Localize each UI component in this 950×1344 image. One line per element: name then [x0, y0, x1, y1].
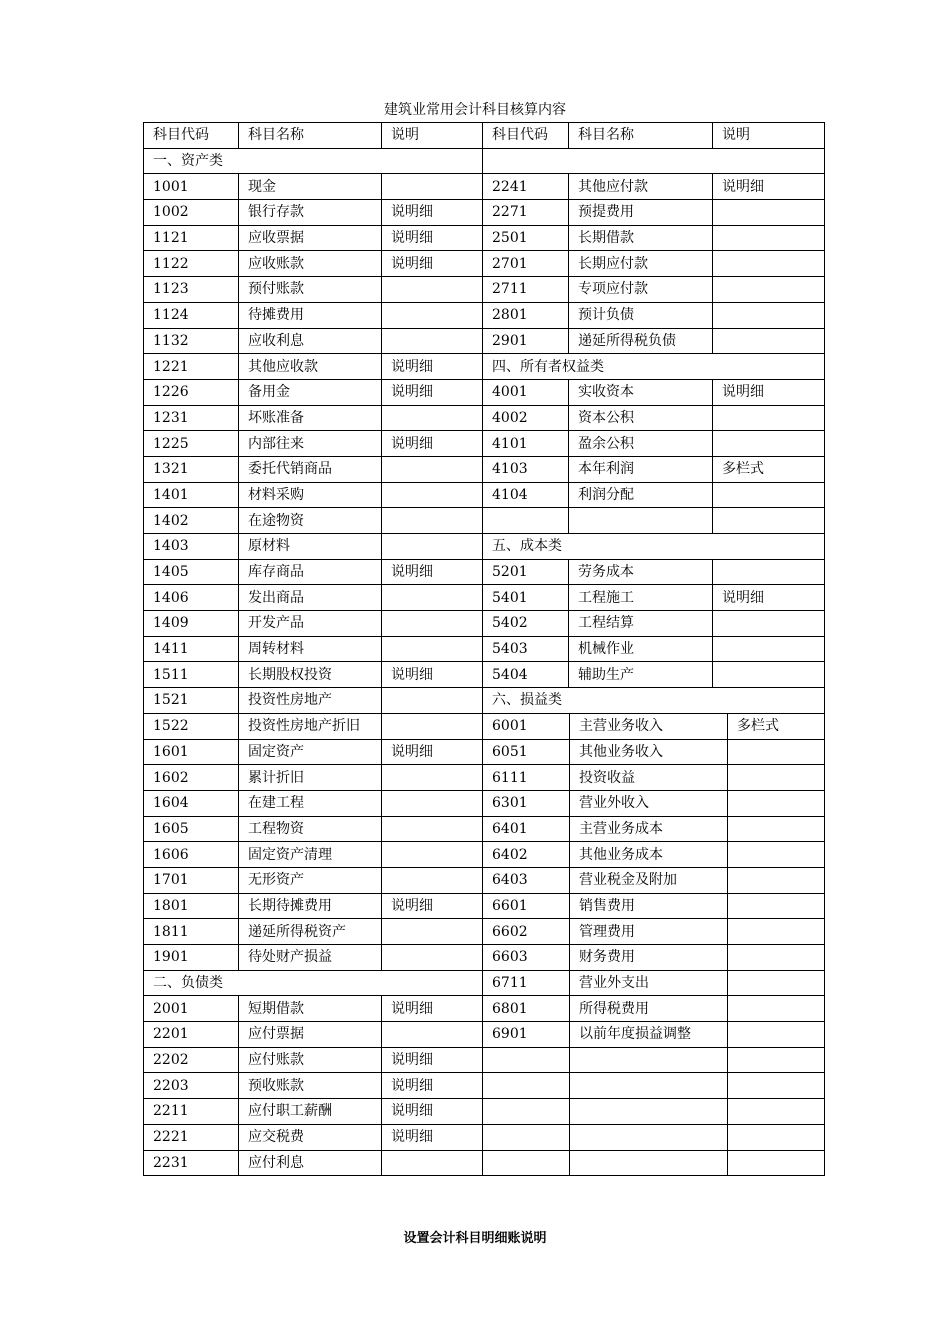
account-note-cell [728, 765, 824, 790]
account-name-cell: 发出商品 [239, 585, 382, 611]
account-name-cell: 应收利息 [239, 328, 382, 354]
account-note-cell: 说明细 [382, 200, 483, 226]
account-code-cell: 1701 [144, 867, 239, 893]
table-row [144, 1047, 825, 1073]
section-heading-cell: 四、所有者权益类 [483, 354, 825, 380]
account-name-cell: 辅助生产 [569, 662, 713, 688]
account-name-cell [570, 1099, 728, 1124]
account-name-cell: 工程物资 [239, 816, 382, 842]
account-code-cell: 1606 [144, 842, 239, 868]
table-row [144, 611, 825, 637]
account-note-cell [728, 1151, 824, 1176]
account-table [143, 122, 825, 1176]
header-cell-name-right: 科目名称 [569, 123, 713, 149]
split-cell [483, 1099, 825, 1125]
account-note-cell [382, 328, 483, 354]
account-code-cell: 1811 [144, 919, 239, 945]
account-note-cell [382, 508, 483, 534]
account-note-cell: 说明细 [382, 1099, 483, 1125]
account-note-cell [382, 302, 483, 328]
split-cell [483, 790, 825, 816]
account-name-cell: 预付账款 [239, 277, 382, 303]
account-code-cell [483, 1073, 570, 1098]
account-name-cell: 工程结算 [569, 611, 713, 637]
account-code-cell: 1605 [144, 816, 239, 842]
table-row [144, 585, 825, 611]
account-note-cell: 说明细 [382, 1073, 483, 1099]
account-code-cell: 1231 [144, 405, 239, 431]
account-note-cell: 说明细 [382, 1047, 483, 1073]
account-code-cell: 6601 [483, 894, 570, 919]
account-code-cell: 1409 [144, 611, 239, 637]
account-name-cell: 长期应付款 [569, 251, 713, 277]
account-code-cell: 1403 [144, 534, 239, 560]
account-note-cell: 说明细 [382, 431, 483, 457]
account-name-cell: 应付利息 [239, 1150, 382, 1176]
account-code-cell: 2001 [144, 996, 239, 1022]
table-row [144, 1124, 825, 1150]
account-name-cell: 无形资产 [239, 867, 382, 893]
account-note-cell: 说明细 [713, 379, 825, 405]
account-code-cell: 6001 [483, 714, 570, 739]
account-code-cell: 4002 [483, 405, 569, 431]
account-name-cell: 固定资产 [239, 739, 382, 765]
table-row [144, 148, 825, 174]
account-code-cell: 1602 [144, 765, 239, 791]
table-row [144, 816, 825, 842]
table-row [144, 662, 825, 688]
account-note-cell [713, 225, 825, 251]
account-note-cell [728, 919, 824, 944]
account-note-cell: 多栏式 [713, 456, 825, 482]
account-note-cell [713, 405, 825, 431]
account-code-cell: 1411 [144, 636, 239, 662]
section-heading-cell: 六、损益类 [483, 688, 825, 714]
account-code-cell: 2211 [144, 1099, 239, 1125]
account-code-cell: 2201 [144, 1022, 239, 1048]
account-name-cell: 预计负债 [569, 302, 713, 328]
account-code-cell: 5404 [483, 662, 569, 688]
table-row [144, 302, 825, 328]
table-row [144, 251, 825, 277]
table-row [144, 842, 825, 868]
account-note-cell [382, 585, 483, 611]
account-name-cell: 主营业务成本 [570, 817, 728, 842]
table-row [144, 200, 825, 226]
account-code-cell: 1402 [144, 508, 239, 534]
header-cell-name-left: 科目名称 [239, 123, 382, 149]
account-name-cell: 营业税金及附加 [570, 868, 728, 893]
account-code-cell: 5401 [483, 585, 569, 611]
account-table-body [144, 123, 825, 1176]
split-cell [483, 1124, 825, 1150]
split-cell [483, 970, 825, 996]
account-code-cell: 2202 [144, 1047, 239, 1073]
account-code-cell: 6111 [483, 765, 570, 790]
account-name-cell: 待处财产损益 [239, 945, 382, 971]
account-name-cell: 所得税费用 [570, 996, 728, 1021]
section-heading-cell: 二、负债类 [144, 970, 483, 996]
account-code-cell [483, 1151, 570, 1176]
account-code-cell: 6602 [483, 919, 570, 944]
account-name-cell: 固定资产清理 [239, 842, 382, 868]
account-code-cell: 2701 [483, 251, 569, 277]
table-row [144, 354, 825, 380]
account-name-cell: 利润分配 [569, 482, 713, 508]
account-code-cell: 2231 [144, 1150, 239, 1176]
account-code-cell: 6301 [483, 791, 570, 816]
table-row [144, 713, 825, 739]
split-cell [483, 1022, 825, 1048]
account-name-cell: 管理费用 [570, 919, 728, 944]
account-name-cell: 其他业务成本 [570, 842, 728, 867]
account-name-cell: 工程施工 [569, 585, 713, 611]
account-note-cell [728, 1048, 824, 1073]
account-name-cell: 在建工程 [239, 790, 382, 816]
account-code-cell: 6801 [483, 996, 570, 1021]
account-note-cell [382, 842, 483, 868]
account-code-cell: 4104 [483, 482, 569, 508]
header-cell-code-right: 科目代码 [483, 123, 569, 149]
account-name-cell: 劳务成本 [569, 559, 713, 585]
account-note-cell [382, 867, 483, 893]
account-note-cell [713, 277, 825, 303]
table-row [144, 559, 825, 585]
account-name-cell: 待摊费用 [239, 302, 382, 328]
table-row [144, 739, 825, 765]
document-title: 建筑业常用会计科目核算内容 [384, 102, 566, 118]
account-note-cell: 说明细 [382, 354, 483, 380]
account-note-cell [728, 1022, 824, 1047]
account-code-cell: 1124 [144, 302, 239, 328]
header-cell-note-left: 说明 [382, 123, 483, 149]
section-heading: 设置会计科目明细账说明 [403, 1231, 547, 1246]
account-note-cell [728, 842, 824, 867]
account-note-cell [382, 405, 483, 431]
split-cell [483, 996, 825, 1022]
account-code-cell: 1123 [144, 277, 239, 303]
account-note-cell [382, 945, 483, 971]
account-code-cell: 2203 [144, 1073, 239, 1099]
account-code-cell: 1001 [144, 174, 239, 200]
account-note-cell [382, 482, 483, 508]
account-name-cell: 周转材料 [239, 636, 382, 662]
account-note-cell [713, 482, 825, 508]
account-code-cell: 2801 [483, 302, 569, 328]
account-note-cell [713, 302, 825, 328]
account-code-cell: 1321 [144, 456, 239, 482]
account-note-cell [713, 328, 825, 354]
account-name-cell: 银行存款 [239, 200, 382, 226]
account-note-cell: 说明细 [382, 996, 483, 1022]
account-name-cell: 递延所得税资产 [239, 919, 382, 945]
account-code-cell: 2501 [483, 225, 569, 251]
split-cell [483, 919, 825, 945]
account-note-cell [382, 174, 483, 200]
account-note-cell [728, 817, 824, 842]
account-code-cell: 1002 [144, 200, 239, 226]
account-name-cell: 盈余公积 [569, 431, 713, 457]
account-note-cell [382, 611, 483, 637]
account-code-cell: 1601 [144, 739, 239, 765]
account-note-cell [728, 971, 824, 996]
account-code-cell [483, 508, 569, 534]
account-name-cell [569, 508, 713, 534]
account-note-cell [728, 945, 824, 970]
table-row [144, 970, 825, 996]
account-code-cell: 1511 [144, 662, 239, 688]
account-code-cell [483, 1048, 570, 1073]
account-name-cell: 其他应付款 [569, 174, 713, 200]
account-code-cell: 4101 [483, 431, 569, 457]
account-name-cell: 投资性房地产 [239, 688, 382, 714]
table-row [144, 945, 825, 971]
section-heading-cell: 一、资产类 [144, 148, 483, 174]
account-note-cell: 说明细 [382, 1124, 483, 1150]
account-code-cell: 4001 [483, 379, 569, 405]
account-name-cell [570, 1151, 728, 1176]
account-note-cell [382, 688, 483, 714]
account-code-cell: 6402 [483, 842, 570, 867]
section-heading-cell: 五、成本类 [483, 534, 825, 560]
account-code-cell: 1522 [144, 713, 239, 739]
account-name-cell [570, 1048, 728, 1073]
split-cell [483, 1150, 825, 1176]
account-name-cell [570, 1073, 728, 1098]
account-note-cell [728, 894, 824, 919]
account-note-cell [382, 816, 483, 842]
account-code-cell: 2221 [144, 1124, 239, 1150]
account-code-cell: 1801 [144, 893, 239, 919]
account-name-cell [570, 1125, 728, 1150]
account-note-cell: 说明细 [382, 662, 483, 688]
account-code-cell: 1121 [144, 225, 239, 251]
account-code-cell: 1226 [144, 379, 239, 405]
account-note-cell [713, 508, 825, 534]
account-note-cell [382, 713, 483, 739]
account-code-cell: 1132 [144, 328, 239, 354]
account-code-cell [483, 1125, 570, 1150]
table-row [144, 765, 825, 791]
account-code-cell [483, 1099, 570, 1124]
account-code-cell: 6711 [483, 971, 570, 996]
account-note-cell: 说明细 [713, 585, 825, 611]
account-note-cell: 说明细 [382, 893, 483, 919]
account-name-cell: 原材料 [239, 534, 382, 560]
account-name-cell: 累计折旧 [239, 765, 382, 791]
table-row [144, 893, 825, 919]
table-row [144, 919, 825, 945]
account-name-cell: 本年利润 [569, 456, 713, 482]
account-note-cell [713, 200, 825, 226]
account-code-cell: 1122 [144, 251, 239, 277]
table-row [144, 1150, 825, 1176]
account-name-cell: 委托代销商品 [239, 456, 382, 482]
account-note-cell [382, 1022, 483, 1048]
account-code-cell: 6403 [483, 868, 570, 893]
account-note-cell [382, 456, 483, 482]
table-row [144, 225, 825, 251]
account-code-cell: 6051 [483, 740, 570, 765]
table-row [144, 867, 825, 893]
account-code-cell: 1401 [144, 482, 239, 508]
table-row [144, 534, 825, 560]
account-code-cell: 6603 [483, 945, 570, 970]
account-note-cell [713, 251, 825, 277]
account-name-cell: 营业外支出 [570, 971, 728, 996]
account-note-cell [713, 431, 825, 457]
table-row [144, 174, 825, 200]
account-code-cell: 5201 [483, 559, 569, 585]
account-name-cell: 应付票据 [239, 1022, 382, 1048]
account-code-cell: 2901 [483, 328, 569, 354]
account-note-cell [382, 277, 483, 303]
account-name-cell: 备用金 [239, 379, 382, 405]
account-note-cell [382, 790, 483, 816]
account-name-cell: 其他应收款 [239, 354, 382, 380]
account-name-cell: 机械作业 [569, 636, 713, 662]
table-row [144, 688, 825, 714]
account-note-cell [713, 611, 825, 637]
account-code-cell: 1901 [144, 945, 239, 971]
table-row [144, 405, 825, 431]
table-row [144, 1099, 825, 1125]
account-code-cell: 2241 [483, 174, 569, 200]
table-row [144, 482, 825, 508]
account-note-cell: 说明细 [382, 559, 483, 585]
account-code-cell: 1604 [144, 790, 239, 816]
account-code-cell: 6901 [483, 1022, 570, 1047]
split-cell [483, 893, 825, 919]
empty-cell [483, 148, 825, 174]
table-row [144, 1073, 825, 1099]
account-note-cell [728, 740, 824, 765]
table-row [144, 277, 825, 303]
account-name-cell: 长期借款 [569, 225, 713, 251]
account-name-cell: 内部往来 [239, 431, 382, 457]
account-note-cell: 说明细 [382, 251, 483, 277]
account-name-cell: 投资收益 [570, 765, 728, 790]
account-code-cell: 1406 [144, 585, 239, 611]
table-row [144, 790, 825, 816]
table-row [144, 328, 825, 354]
account-name-cell: 其他业务收入 [570, 740, 728, 765]
account-code-cell: 2271 [483, 200, 569, 226]
account-note-cell [382, 1150, 483, 1176]
account-name-cell: 实收资本 [569, 379, 713, 405]
account-note-cell [728, 1125, 824, 1150]
account-note-cell [728, 868, 824, 893]
split-cell [483, 1073, 825, 1099]
account-note-cell: 多栏式 [737, 718, 779, 735]
account-code-cell: 1221 [144, 354, 239, 380]
account-name-cell: 应交税费 [239, 1124, 382, 1150]
account-code-cell: 2711 [483, 277, 569, 303]
header-cell-code-left: 科目代码 [144, 123, 239, 149]
account-code-cell: 1521 [144, 688, 239, 714]
account-note-cell [382, 765, 483, 791]
account-name-cell: 投资性房地产折旧 [239, 713, 382, 739]
account-name-cell: 递延所得税负债 [569, 328, 713, 354]
account-name-cell: 预提费用 [569, 200, 713, 226]
split-cell [483, 842, 825, 868]
split-cell [483, 1047, 825, 1073]
split-cell [483, 765, 825, 791]
split-cell [483, 713, 825, 739]
account-code-cell: 5403 [483, 636, 569, 662]
table-row [144, 996, 825, 1022]
account-name-cell: 预收账款 [239, 1073, 382, 1099]
account-name-cell: 主营业务收入 [570, 714, 728, 739]
account-name-cell: 资本公积 [569, 405, 713, 431]
account-name-cell: 长期股权投资 [239, 662, 382, 688]
account-code-cell: 1225 [144, 431, 239, 457]
account-name-cell: 材料采购 [239, 482, 382, 508]
account-note-cell [728, 791, 824, 816]
account-code-cell: 6401 [483, 817, 570, 842]
account-note-cell [713, 559, 825, 585]
account-note-cell [713, 636, 825, 662]
table-row [144, 508, 825, 534]
account-code-cell: 1405 [144, 559, 239, 585]
split-cell [483, 739, 825, 765]
table-row [144, 1022, 825, 1048]
account-note-cell [728, 996, 824, 1021]
header-cell-note-right: 说明 [713, 123, 825, 149]
account-name-cell: 长期待摊费用 [239, 893, 382, 919]
account-name-cell: 应收票据 [239, 225, 382, 251]
account-code-cell: 5402 [483, 611, 569, 637]
account-note-cell [382, 636, 483, 662]
account-name-cell: 在途物资 [239, 508, 382, 534]
account-note-cell [728, 1099, 824, 1124]
table-row [144, 379, 825, 405]
account-name-cell: 财务费用 [570, 945, 728, 970]
account-note-cell [382, 534, 483, 560]
split-cell [483, 945, 825, 971]
table-row [144, 636, 825, 662]
split-cell [483, 816, 825, 842]
account-note-cell: 说明细 [713, 174, 825, 200]
account-name-cell: 短期借款 [239, 996, 382, 1022]
account-name-cell: 开发产品 [239, 611, 382, 637]
account-name-cell: 以前年度损益调整 [570, 1022, 728, 1047]
account-name-cell: 现金 [239, 174, 382, 200]
account-name-cell: 库存商品 [239, 559, 382, 585]
account-name-cell: 营业外收入 [570, 791, 728, 816]
account-note-cell: 说明细 [382, 379, 483, 405]
account-note-cell [728, 1073, 824, 1098]
account-note-cell: 说明细 [382, 225, 483, 251]
table-row [144, 456, 825, 482]
account-name-cell: 应收账款 [239, 251, 382, 277]
account-note-cell [713, 662, 825, 688]
account-name-cell: 专项应付款 [569, 277, 713, 303]
table-row [144, 431, 825, 457]
account-name-cell: 应付职工薪酬 [239, 1099, 382, 1125]
account-name-cell: 销售费用 [570, 894, 728, 919]
account-code-cell: 4103 [483, 456, 569, 482]
account-name-cell: 坏账准备 [239, 405, 382, 431]
account-name-cell: 应付账款 [239, 1047, 382, 1073]
account-note-cell: 说明细 [382, 739, 483, 765]
split-cell [483, 867, 825, 893]
account-note-cell [382, 919, 483, 945]
table-header-row [144, 123, 825, 149]
